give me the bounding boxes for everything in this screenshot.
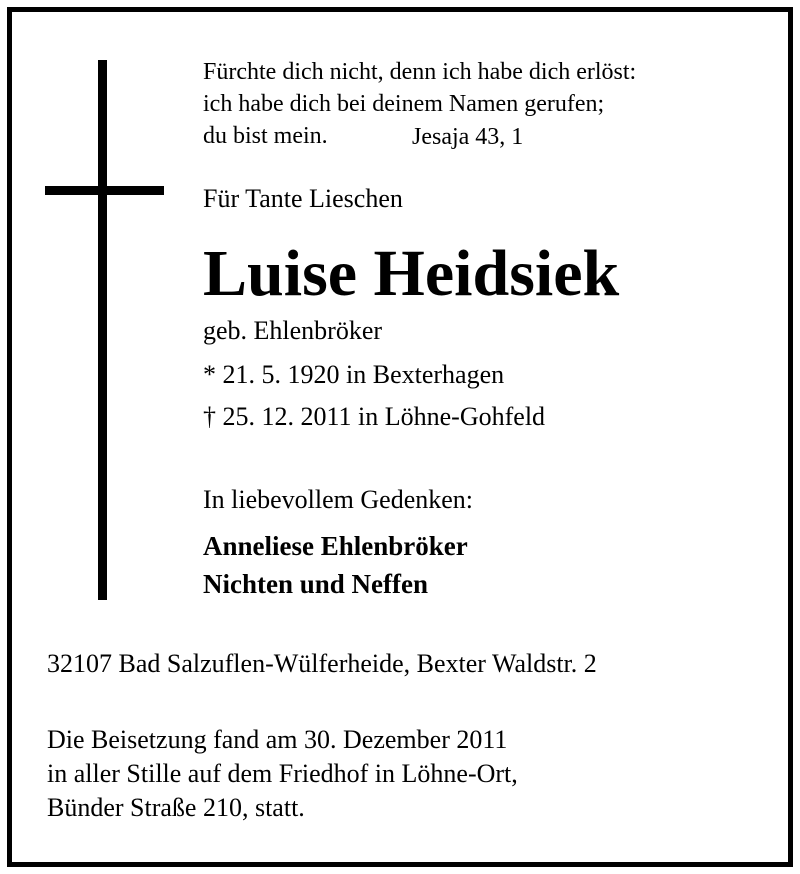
verse-line-2: ich habe dich bei deinem Namen gerufen;	[203, 91, 605, 117]
verse-line-3: du bist mein.	[203, 123, 328, 149]
verse-line-1: Fürchte dich nicht, denn ich habe dich erlöst:	[203, 59, 637, 85]
death-date: † 25. 12. 2011 in Löhne-Gohfeld	[203, 402, 546, 431]
verse-reference: Jesaja 43, 1	[412, 124, 524, 150]
funeral-line-2: in aller Stille auf dem Friedhof in Löhne-Ort,	[47, 759, 518, 788]
funeral-line-3: Bünder Straße 210, statt.	[47, 793, 305, 822]
birth-date: * 21. 5. 1920 in Bexterhagen	[203, 360, 505, 389]
mourner-1: Anneliese Ehlenbröker	[203, 531, 468, 561]
dedication: Für Tante Lieschen	[203, 184, 403, 213]
deceased-name: Luise Heidsiek	[203, 237, 620, 310]
cross-horizontal-bar	[45, 186, 164, 195]
address: 32107 Bad Salzuflen-Wülferheide, Bexter Waldstr. 2	[47, 649, 597, 678]
maiden-name: geb. Ehlenbröker	[203, 316, 383, 345]
funeral-line-1: Die Beisetzung fand am 30. Dezember 2011	[47, 725, 508, 754]
remembrance-heading: In liebevollem Gedenken:	[203, 485, 474, 514]
mourner-2: Nichten und Neffen	[203, 569, 429, 599]
cross-vertical-bar	[98, 60, 107, 600]
